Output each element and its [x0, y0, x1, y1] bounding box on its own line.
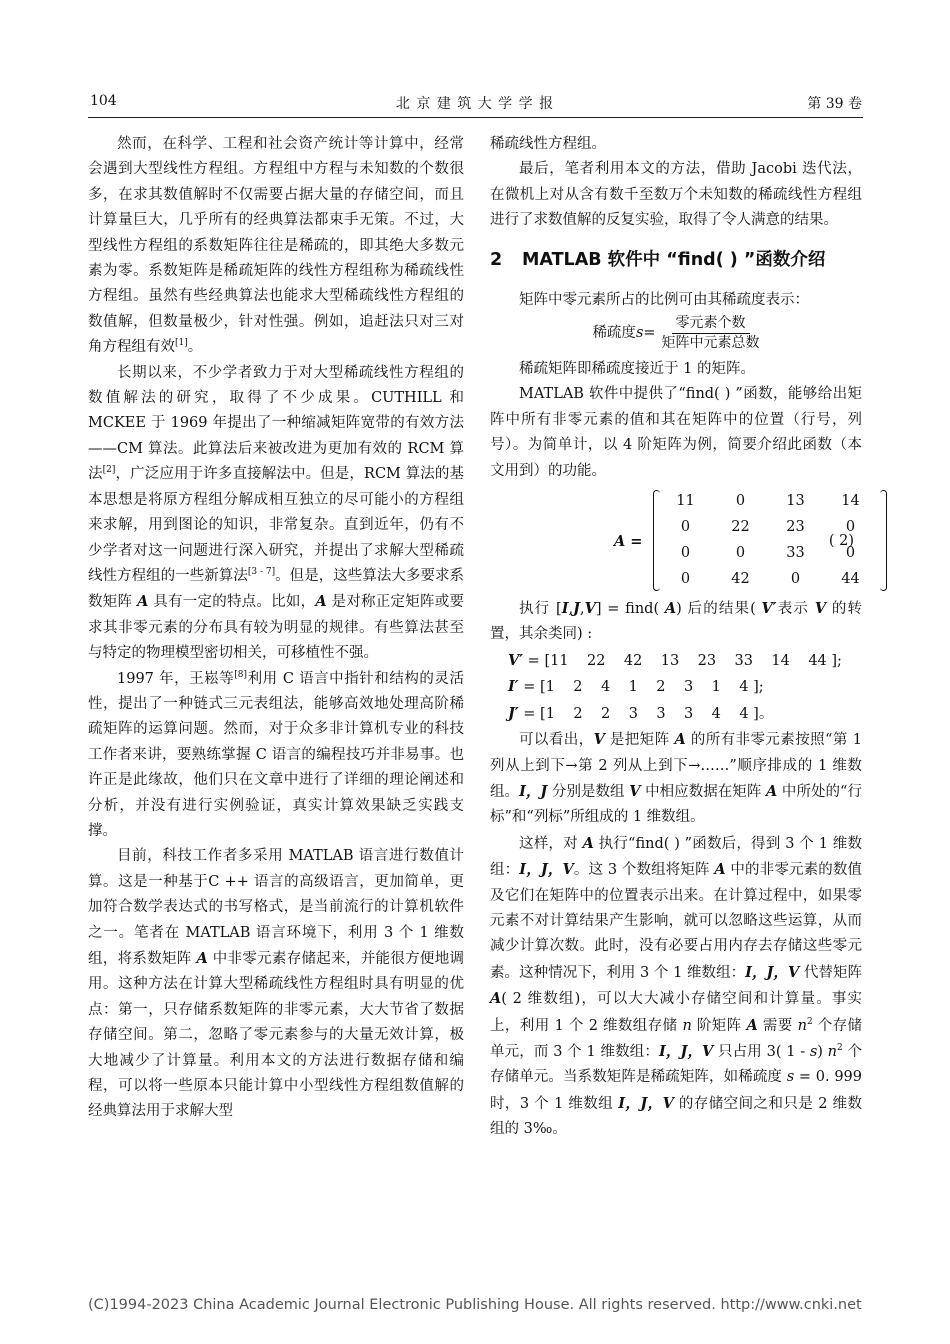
volume: 第 39 卷: [807, 96, 862, 112]
vector-i: I′ = [1 2 4 1 2 3 1 4 ];: [508, 678, 764, 696]
vector-j: J′ = [1 2 2 3 3 3 4 4 ]。: [508, 704, 774, 722]
sparsity-formula: 稀疏度 s = $\frac{\text{零元素个数}}{\text{矩阵中元素总数}}$: [592, 315, 760, 352]
matrix-cell: 44: [841, 571, 860, 588]
matrix-cell: 0: [680, 571, 691, 588]
matrix-cell: 0: [680, 519, 691, 536]
matrix-cell: 33: [786, 545, 805, 562]
paragraph: 矩阵中零元素所占的比例可由其稀疏度表示：: [519, 291, 809, 308]
matrix-cell: 22: [731, 519, 750, 536]
matrix-row: [658, 488, 878, 514]
matrix-cell: 14: [841, 493, 860, 510]
left-column: [88, 132, 464, 1125]
citation[interactable]: [2]: [102, 465, 116, 476]
paragraph: 长期以来，不少学者致力于对大型稀疏线性方程组的数值解法的研究，取得了不少成果。CUTHILL 和 MCKEE 于 1969 年提出了一种缩减矩阵宽带的有效方法——CM 算法。此算法后来被改进为更加有效的 RCM 算法[2]，广泛应用于许多直接解法中。但是，RCM 算法的基本思想是将原方程组分解成相互独立的尽可能小的方程组来求解，用到图论的知识，非常复杂。直到近年，仍有不少学者对这一问题进行深入研究，并提出了求解大型稀疏线性方程组的一些新算法[3 - 7]。但是，这些算法大多要求系数矩阵 A 具有一定的特点。比如，A 是对称正定矩阵或要求其非零元素的分布具有较为明显的规律。有些算法甚至与特定的物理模型密切相关，可移植性不强。: [88, 364, 465, 662]
header-rule: [88, 117, 863, 118]
paragraph: 这样，对 A 执行“find( ) ”函数后，得到 3 个 1 维数组：I，J，V。这 3 个数组将矩阵 A 中的非零元素的数值及它们在矩阵中的位置表示出来。在计算过程中，如果零元素不对计算结果产生影响，就可以忽略这些运算，从而减少计算次数。此时，没有必要占用内存去存储这些零元素。这种情况下，利用 3 个 1 维数组：I，J，V 代替矩阵 A( 2 维数组)，可以大大减小存储空间和计算量。事实上，利用 1 个 2 维数组存储 n 阶矩阵 A 需要 $n^2$ 个存储单元，而 3 个 1 维数组：I，J，V 只占用 3( 1 - s) $n^2$ 个存储单元。当系数矩阵是稀疏矩阵，如稀疏度 s = 0. 999 时，3 个 1 维数组 I，J，V 的存储空间之和只是 2 维数组的 3‰。: [490, 834, 863, 1138]
matrix-cell: 0: [680, 545, 691, 562]
paragraph: 稀疏线性方程组。: [490, 136, 606, 152]
paragraph: 然而，在科学、工程和社会资产统计等计算中，经常会遇到大型线性方程组。方程组中方程与未知数的个数很多，在求其数值解时不仅需要占据大量的存储空间，而且计算量巨大，几乎所有的经典算法都束手无策。不过，大型线性方程组的系数矩阵往往是稀疏的，即其绝大多数元素为零。系数矩阵是稀疏矩阵的线性方程组称为稀疏线性方程组。虽然有些经典算法也能求大型稀疏线性方程组的数值解，但数量极少，针对性强。例如，追赶法只对三对角方程组有效[1]。: [88, 136, 464, 356]
paragraph: 稀疏矩阵即稀疏度接近于 1 的矩阵。: [519, 361, 755, 378]
paragraph: 可以看出，V 是把矩阵 A 的所有非零元素按照“第 1 列从上到下→第 2 列从上到下→……”顺序排成的 1 维数组。I，J 分别是数组 V 中相应数据在矩阵 A 中所处的“行标”和“列标”所组成的 1 维数组。: [490, 731, 863, 826]
matrix-cell: 13: [786, 493, 805, 510]
vector-v: V′ = [11 22 42 13 23 33 14 44 ];: [508, 651, 842, 669]
matrix-equation: [490, 486, 862, 594]
matrix-label: A =: [614, 533, 643, 551]
copyright-footer: (C)1994-2023 China Academic Journal Electronic Publishing House. All rights reserved. http://www.cnki.net: [88, 1297, 862, 1313]
matrix-cell: 0: [735, 493, 746, 510]
equation-number: ( 2): [828, 533, 854, 550]
matrix-cell: 23: [786, 519, 805, 536]
paragraph: MATLAB 软件中提供了“find( ) ”函数，能够给出矩阵中所有非零元素的值和其在矩阵中的位置（行号，列号）。为简单计，以 4 阶矩阵为例，简要介绍此函数（本文用到）的功能。: [490, 386, 862, 479]
matrix-cell: 0: [845, 545, 856, 562]
matrix-row: [658, 566, 878, 592]
citation[interactable]: [3 - 7]: [247, 567, 276, 578]
section-heading: 2 MATLAB 软件中 “find( ) ”函数介绍: [490, 249, 826, 270]
matrix-cell: 0: [790, 571, 801, 588]
journal-title: 北 京 建 筑 大 学 学 报: [395, 96, 555, 112]
matrix-cell: 0: [735, 545, 746, 562]
paragraph: 目前，科技工作者多采用 MATLAB 语言进行数值计算。这是一种基于C ++ 语言的高级语言，更加简单，更加符合数学表达式的书写格式，是当前流行的计算机软件之一。笔者在 MATLAB 语言环境下，利用 3 个 1 维数组，将系数矩阵 A 中非零元素存储起来，并能很方便地调用。这种方法在计算大型稀疏线性方程组时具有明显的优点：第一，只存储系数矩阵的非零元素，大大节省了数据存储空间。第二，忽略了零元素参与的大量无效计算，极大地减少了计算量。利用本文的方法进行数据存储和编程，可以将一些原本只能计算中小型线性方程组数值解的经典算法用于求解大型: [88, 848, 464, 1120]
page-number: 104: [90, 93, 117, 109]
paragraph: 最后，笔者利用本文的方法，借助 Jacobi 迭代法，在微机上对从含有数千至数万个未知数的稀疏线性方程组进行了求数值解的反复实验，取得了令人满意的结果。: [490, 161, 862, 229]
matrix-cell: 42: [731, 571, 750, 588]
citation[interactable]: [8]: [234, 669, 248, 680]
matrix-cell: 0: [845, 519, 856, 536]
paragraph: 执行 [I,J,V] = find( A) 后的结果( V′表示 V 的转置，其余类同) :: [490, 600, 862, 643]
right-column: [490, 132, 862, 1143]
paragraph: 1997 年，王崧等[8]利用 C 语言中指针和结构的灵活性，提出了一种链式三元表组法，能够高效地处理高阶稀疏矩阵的运算问题。然而，对于众多非计算机专业的科技工作者来讲，要熟练掌握 C 语言的编程技巧并非易事。也许正是此缘故，他们只在文章中进行了详细的理论阐述和分析，并没有进行实例验证，真实计算效果缺乏实践支撑。: [88, 669, 465, 839]
citation[interactable]: [1]: [175, 338, 188, 349]
matrix-cell: 11: [676, 493, 695, 510]
right-paren: [880, 490, 887, 591]
